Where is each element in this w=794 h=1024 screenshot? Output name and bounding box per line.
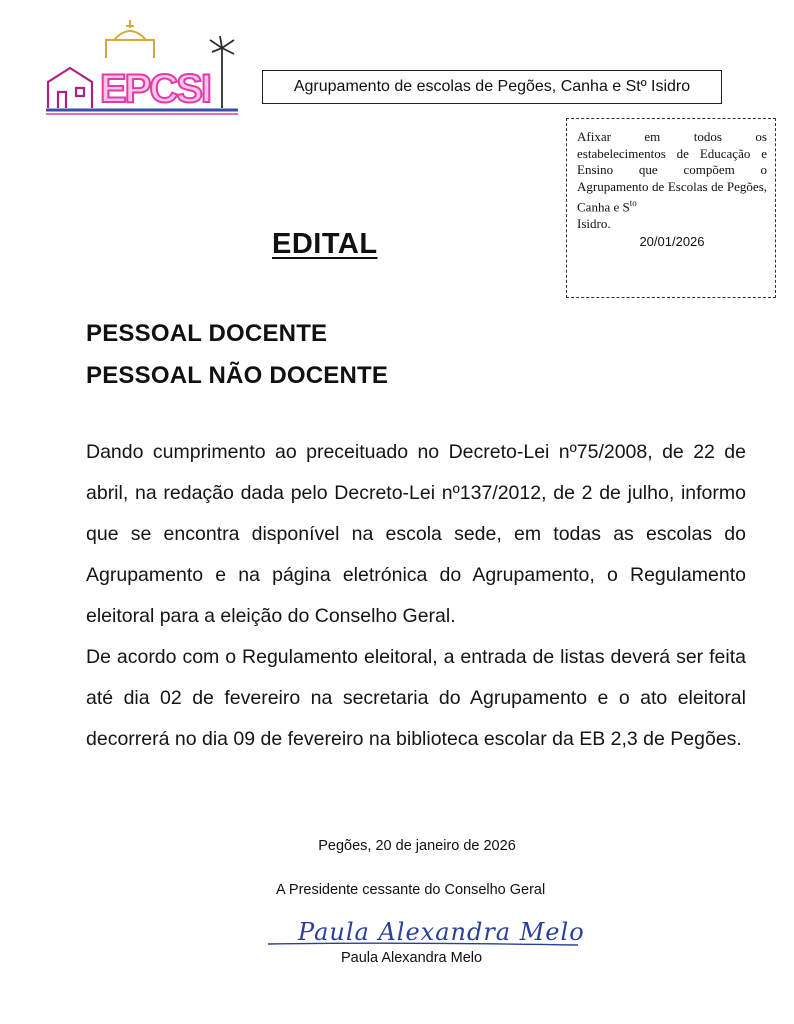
organization-name: Agrupamento de escolas de Pegões, Canha e Stº Isidro (293, 78, 691, 95)
heading-pessoal-docente: PESSOAL DOCENTE (86, 320, 328, 347)
signer-name: Paula Alexandra Melo (341, 950, 483, 966)
notice-superscript: to (629, 198, 637, 208)
notice-date: 20/01/2026 (639, 234, 705, 250)
place-and-date: Pegões, 20 de janeiro de 2026 (318, 838, 516, 854)
signer-role: A Presidente cessante do Conselho Geral (276, 882, 546, 898)
notice-text-end: Isidro. (577, 215, 611, 231)
school-logo (44, 18, 240, 116)
document-body (86, 432, 746, 760)
heading-pessoal-nao-docente: PESSOAL NÃO DOCENTE (86, 362, 389, 389)
posting-notice-box (566, 118, 776, 298)
paragraph-1: Dando cumprimento ao preceituado no Decreto-Lei nº75/2008, de 22 de abril, na redação dada pelo Decreto-Lei nº137/2012, de 2 de julho, informo que se encontra disponível na escola sede, em todas as escolas do Agrupamento e na página eletrónica do Agrupamento, o Regulamento eleitoral para a eleição do Conselho Geral. (86, 441, 746, 627)
handwritten-signature (268, 912, 588, 952)
paragraph-2: De acordo com o Regulamento eleitoral, a entrada de listas deverá ser feita até dia 02 de fevereiro na secretaria do Agrupamento e o ato eleitoral decorrerá no dia 09 de fevereiro na biblioteca escolar da EB 2,3 de Pegões. (86, 646, 746, 750)
notice-text: Afixar em todos os estabelecimentos de Educação e Ensino que compõem o Agrupamento de Escolas de Pegões, Canha e S (577, 129, 767, 215)
svg-text:Paula Alexandra Melo: Paula Alexandra Melo (298, 918, 585, 946)
logo-letters: EPCSI (100, 67, 211, 111)
organization-box (262, 70, 722, 104)
document-title: EDITAL (272, 228, 378, 260)
